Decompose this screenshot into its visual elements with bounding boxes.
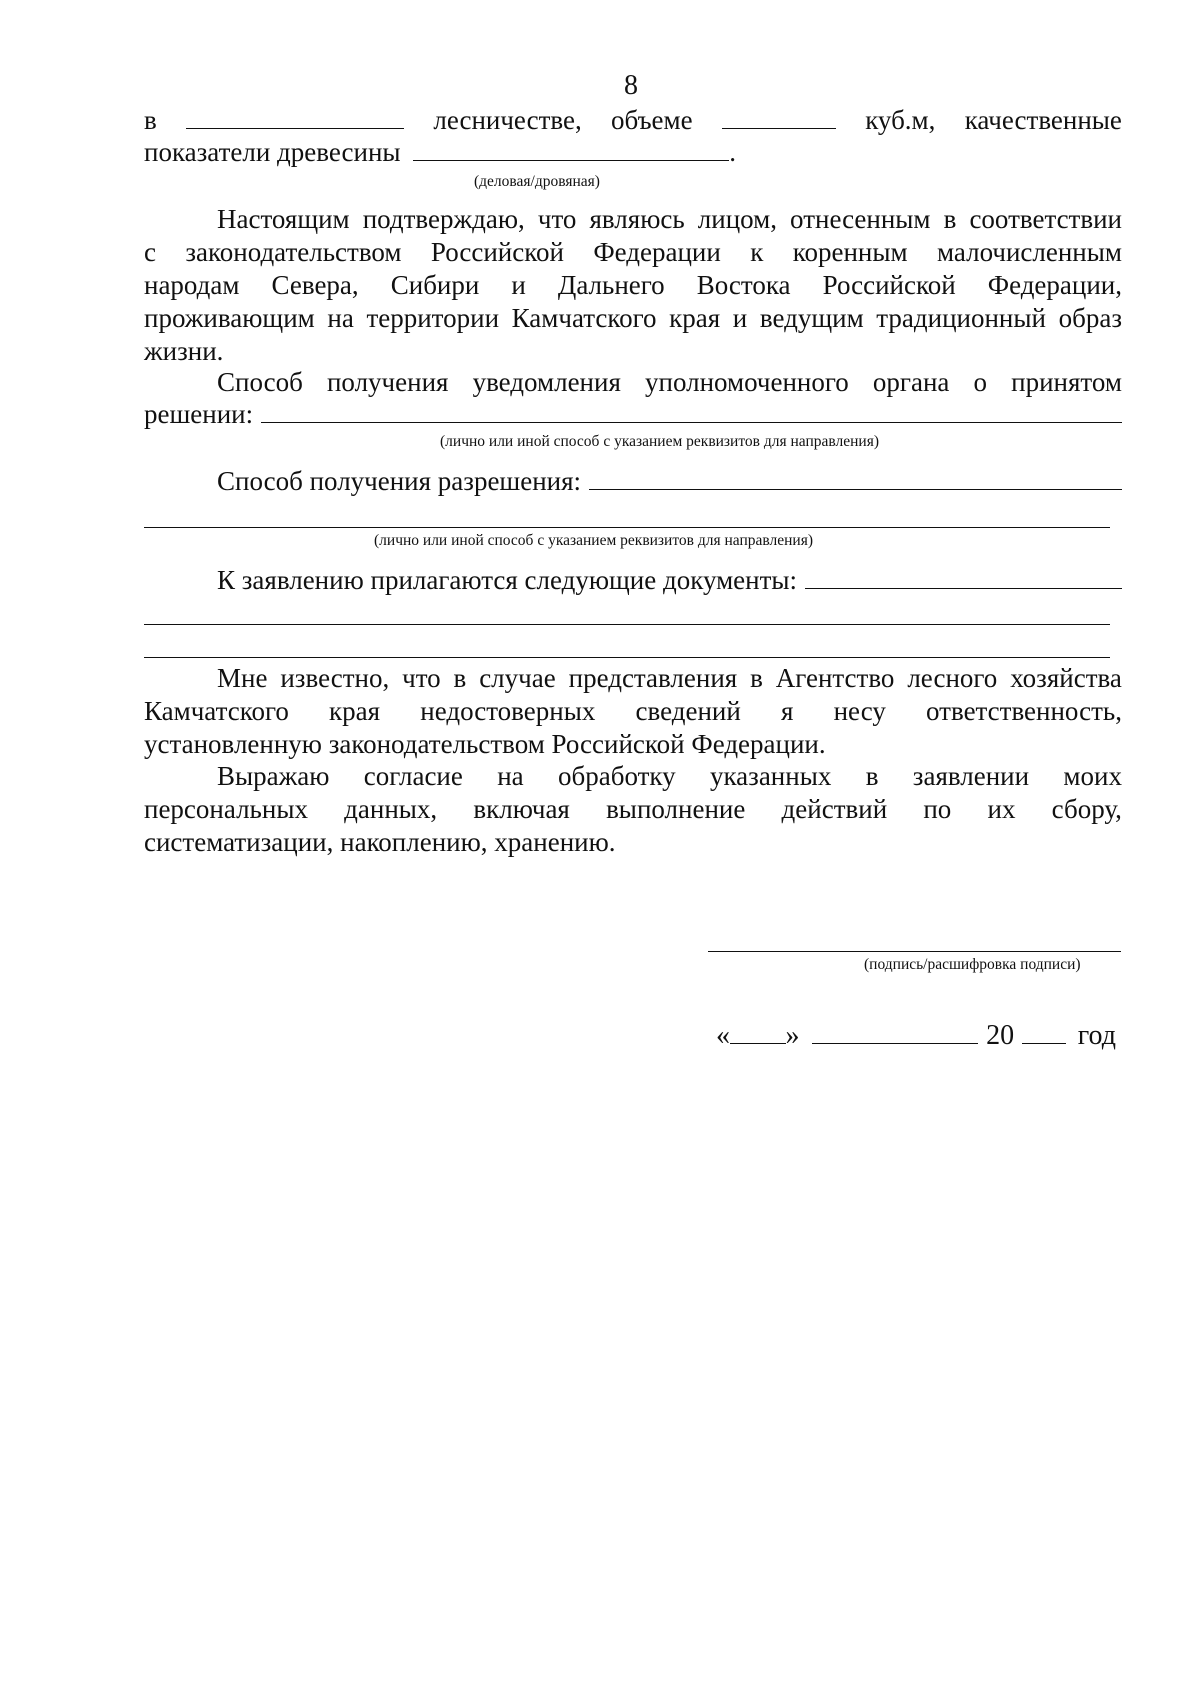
wood-quality-field[interactable] (413, 136, 729, 161)
text-word: сведений (635, 696, 741, 726)
text-word: законодательством (185, 237, 402, 267)
text-word: являюсь (589, 204, 685, 234)
word-volume: объеме (611, 105, 693, 135)
notice-method-line-1 (144, 366, 1122, 398)
confirm-line-5: жизни. (144, 336, 224, 366)
wood-quality-line (144, 136, 1122, 168)
text-word: Камчатского (144, 696, 289, 726)
date-line (716, 1019, 1116, 1052)
word-cubic-m: куб.м, (865, 105, 936, 135)
text-word: Федерации, (987, 270, 1122, 300)
text-word: Российской (822, 270, 956, 300)
text-word: Севера, (271, 270, 359, 300)
text-word: что (537, 204, 577, 234)
text-word: Российской (430, 237, 564, 267)
word-v: в (144, 105, 157, 135)
text-word: случае (479, 663, 556, 693)
text-word: Востока (696, 270, 791, 300)
text-word: Мне (217, 663, 268, 693)
attachments-field-line-3[interactable] (144, 657, 1110, 658)
consent-line-2 (144, 793, 1122, 825)
text-word: принятом (1011, 367, 1122, 397)
confirm-line-3 (144, 269, 1122, 301)
text-word: данных, (344, 794, 438, 824)
signature-hint: (подпись/расшифровка подписи) (864, 956, 1081, 973)
text-word: коренным (792, 237, 908, 267)
responsibility-line-3: установленную законодательством Российской Федерации. (144, 729, 826, 759)
word-forestry: лесничестве, (433, 105, 582, 135)
date-year-prefix: 20 (986, 1020, 1015, 1051)
text-word: известно, (280, 663, 390, 693)
text-word: Выражаю (217, 761, 330, 791)
text-word: территории (366, 303, 500, 333)
text-word: действий (781, 794, 888, 824)
text-word: Сибири (390, 270, 480, 300)
notice-method-label: решении: (144, 399, 254, 429)
text-word: уведомления (472, 367, 621, 397)
text-word: образ (1058, 303, 1122, 333)
text-word: ведущим (759, 303, 864, 333)
text-word: выполнение (606, 794, 746, 824)
text-word: к (750, 237, 764, 267)
text-word: органа (872, 367, 950, 397)
text-word: Настоящим (217, 204, 350, 234)
text-word: обработку (557, 761, 676, 791)
permit-method-field[interactable] (589, 465, 1122, 490)
responsibility-line-1 (144, 662, 1122, 694)
responsibility-line-2 (144, 695, 1122, 727)
text-word: и (732, 303, 748, 333)
text-word: сбору, (1051, 794, 1122, 824)
page-number: 8 (624, 70, 638, 101)
text-word: персональных (144, 794, 308, 824)
date-month-field[interactable] (812, 1019, 979, 1044)
attachments-field[interactable] (805, 564, 1122, 589)
consent-line-3: систематизации, накоплению, хранению. (144, 827, 616, 857)
text-word: лицом, (697, 204, 777, 234)
text-word: представления (568, 663, 738, 693)
attachments-line (144, 564, 1122, 596)
text-word: народам (144, 270, 240, 300)
text-word: Федерации (593, 237, 721, 267)
text-word: их (987, 794, 1016, 824)
text-word: о (973, 367, 988, 397)
text-word: Агентство (775, 663, 895, 693)
text-word: Дальнего (557, 270, 665, 300)
text-word: в (865, 761, 879, 791)
wood-quality-label: показатели древесины (144, 137, 401, 167)
date-year-field[interactable] (1022, 1019, 1066, 1044)
text-word: согласие (363, 761, 463, 791)
period: . (729, 137, 737, 167)
text-word: Камчатского (511, 303, 657, 333)
text-word: края (669, 303, 721, 333)
date-close-quote: » (785, 1020, 800, 1051)
volume-field[interactable] (722, 104, 836, 129)
attachments-label: К заявлению прилагаются следующие документы: (217, 565, 798, 595)
text-word: соответствии (969, 204, 1122, 234)
notice-method-line-2 (144, 398, 1122, 430)
text-word: края (329, 696, 381, 726)
text-word: малочисленным (936, 237, 1122, 267)
confirm-line-2 (144, 236, 1122, 268)
text-word: на (327, 303, 354, 333)
text-word: получения (326, 367, 449, 397)
text-word: заявлении (912, 761, 1030, 791)
text-word: и (511, 270, 526, 300)
text-word: на (497, 761, 524, 791)
word-quality: качественные (964, 105, 1122, 135)
text-word: уполномоченного (645, 367, 849, 397)
signature-field[interactable] (708, 951, 1121, 952)
text-word: недостоверных (420, 696, 596, 726)
text-word: включая (473, 794, 570, 824)
text-word: несу (833, 696, 886, 726)
text-word: лесного (907, 663, 998, 693)
confirm-line-4 (144, 302, 1122, 334)
notice-method-hint: (лично или иной способ с указанием реквизитов для направления) (440, 433, 879, 450)
text-word: традиционный (876, 303, 1046, 333)
date-open-quote: « (716, 1020, 730, 1051)
permit-method-label: Способ получения разрешения: (217, 466, 582, 496)
text-word: проживающим (144, 303, 315, 333)
text-word: в (453, 663, 467, 693)
text-word: хозяйства (1010, 663, 1122, 693)
consent-line-1 (144, 760, 1122, 792)
wood-quality-hint: (деловая/дровяная) (474, 173, 600, 190)
attachments-field-line-2[interactable] (144, 624, 1110, 625)
confirm-line-1 (144, 203, 1122, 235)
date-year-word: год (1077, 1020, 1116, 1051)
text-word: с (144, 237, 156, 267)
text-word: в (750, 663, 763, 693)
text-word: в (943, 204, 957, 234)
text-word: по (923, 794, 952, 824)
permit-method-line (144, 465, 1122, 497)
forestry-line (144, 104, 1122, 136)
forestry-name-field[interactable] (186, 104, 404, 129)
text-word: я (781, 696, 794, 726)
text-word: Способ (217, 367, 303, 397)
date-day-field[interactable] (730, 1019, 786, 1044)
text-word: отнесенным (790, 204, 931, 234)
permit-method-hint: (лично или иной способ с указанием реквизитов для направления) (374, 532, 813, 549)
text-word: что (402, 663, 441, 693)
text-word: моих (1063, 761, 1122, 791)
text-word: указанных (709, 761, 832, 791)
permit-method-field-line-2[interactable] (144, 527, 1110, 528)
text-word: ответственность, (926, 696, 1122, 726)
text-word: подтверждаю, (362, 204, 525, 234)
notice-method-field[interactable] (261, 398, 1122, 423)
